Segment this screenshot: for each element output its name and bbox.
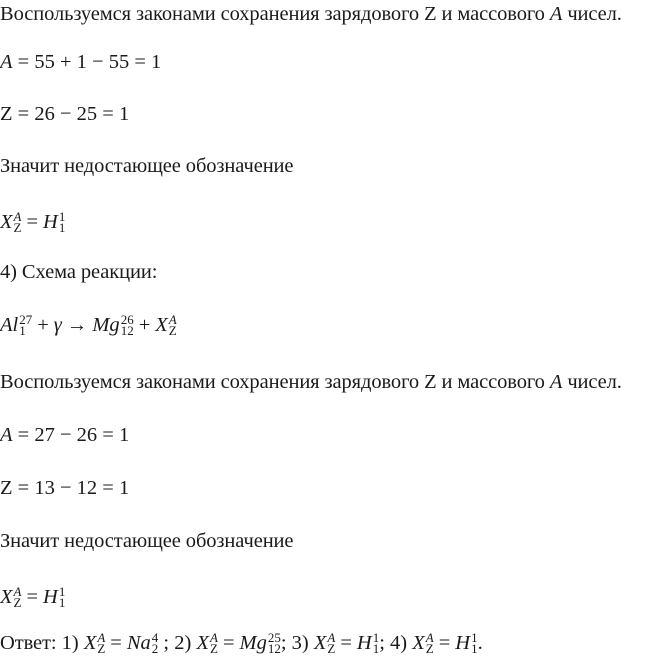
superscript: A <box>209 630 218 646</box>
reaction-scheme <box>0 313 177 337</box>
equals-sign: = <box>222 632 235 654</box>
item-number: 2) <box>174 632 192 654</box>
subscript: 12 <box>267 641 281 657</box>
superscript: A <box>425 630 434 646</box>
subscript: 1 <box>19 323 26 339</box>
answer-symbol: H <box>43 586 58 608</box>
unknown-indices <box>327 630 336 657</box>
equation-rhs: = 55 + 1 − 55 = 1 <box>17 51 162 73</box>
superscript: 1 <box>58 584 66 600</box>
text-fragment: Воспользуемся законами сохранения зарядового <box>0 371 425 393</box>
charge-number-equation-1 <box>0 102 129 126</box>
equals-sign: = <box>340 632 352 654</box>
equals-sign: = <box>110 632 122 654</box>
equals-sign: = <box>26 211 39 233</box>
unknown-indices <box>97 630 106 657</box>
equation-lhs: Z <box>0 477 13 499</box>
unknown-symbol: X <box>313 632 327 654</box>
conservation-laws-text-2 <box>0 370 622 394</box>
item-number: 3) <box>291 632 309 654</box>
unknown-indices <box>168 312 177 339</box>
superscript: 4 <box>151 630 159 646</box>
subscript: 1 <box>58 595 66 611</box>
separator: ; <box>379 632 385 654</box>
unknown-symbol: X <box>412 632 425 654</box>
superscript: 26 <box>120 312 134 328</box>
plus-sign: + <box>138 314 151 336</box>
superscript: 1 <box>58 209 66 225</box>
equation-rhs: = 13 − 12 = 1 <box>17 477 130 499</box>
text-fragment: чисел. <box>562 3 622 25</box>
unknown-indices <box>425 630 434 657</box>
gamma-symbol: γ <box>53 314 62 336</box>
answer-indices <box>372 630 380 657</box>
subscript: Z <box>168 323 177 339</box>
equation-rhs: = 26 − 25 = 1 <box>17 103 130 125</box>
answer-indices <box>471 630 478 657</box>
reactant-indices <box>19 312 33 339</box>
unknown-symbol: X <box>196 632 209 654</box>
superscript: A <box>97 630 106 646</box>
superscript: A <box>327 630 336 646</box>
text-fragment: и массового <box>436 3 550 25</box>
charge-number-equation-2 <box>0 476 129 500</box>
text-fragment: и массового <box>436 371 550 393</box>
mass-number-symbol: A <box>549 371 563 393</box>
conclusion-text-2: Значит недостающее обозначение <box>0 530 294 552</box>
answer-symbol: H <box>43 211 58 233</box>
answer-item-4 <box>390 630 483 657</box>
separator: . <box>477 632 483 654</box>
superscript: 1 <box>471 630 478 646</box>
answer-symbol: H <box>455 632 471 654</box>
unknown-symbol: X <box>83 632 97 654</box>
answer-indices <box>151 630 159 657</box>
answer-indices <box>58 209 66 236</box>
superscript: 1 <box>372 630 380 646</box>
mass-number-symbol: A <box>549 3 563 25</box>
mass-number-equation-2 <box>0 423 129 447</box>
text-fragment: Воспользуемся законами сохранения зарядового <box>0 3 425 25</box>
answer-indices <box>267 630 281 657</box>
answer-indices <box>58 584 66 611</box>
final-answer <box>0 631 483 655</box>
answer-symbol: Na <box>126 632 151 654</box>
separator: ; <box>158 632 170 654</box>
answer-symbol: Mg <box>239 632 267 654</box>
text-fragment: чисел. <box>562 371 622 393</box>
reactant-symbol: Al <box>0 314 19 336</box>
equals-sign: = <box>438 632 451 654</box>
unknown-symbol: X <box>155 314 168 336</box>
answer-item-2 <box>174 630 287 657</box>
equals-sign: = <box>26 586 39 608</box>
conclusion-text-1: Значит недостающее обозначение <box>0 155 294 177</box>
unknown-indices <box>13 209 22 236</box>
subscript: Z <box>13 220 22 236</box>
item-number: 4) <box>390 632 408 654</box>
subscript: 1 <box>372 641 380 657</box>
section-4-heading: 4) Схема реакции: <box>0 261 158 283</box>
subscript: 2 <box>151 641 159 657</box>
equation-lhs: A <box>0 51 13 73</box>
subscript: 1 <box>58 220 66 236</box>
unknown-symbol: X <box>0 211 13 233</box>
subscript: Z <box>13 595 22 611</box>
superscript: A <box>168 312 177 328</box>
subscript: Z <box>327 641 336 657</box>
subscript: 1 <box>471 641 478 657</box>
subscript: Z <box>97 641 106 657</box>
unknown-indices <box>209 630 218 657</box>
superscript: A <box>13 209 22 225</box>
superscript: 27 <box>19 312 33 328</box>
charge-number-symbol: Z <box>424 371 437 393</box>
result-notation-2 <box>0 585 65 609</box>
answer-item-1 <box>61 630 170 657</box>
subscript: Z <box>209 641 218 657</box>
mass-number-equation-1 <box>0 50 161 74</box>
equation-rhs: = 27 − 26 = 1 <box>17 424 130 446</box>
superscript: A <box>13 584 22 600</box>
conservation-laws-text-1 <box>0 2 622 26</box>
answer-item-3 <box>291 630 385 657</box>
answer-symbol: H <box>356 632 372 654</box>
result-notation-1 <box>0 210 65 234</box>
separator: ; <box>280 632 287 654</box>
equation-lhs: Z <box>0 103 13 125</box>
plus-sign: + <box>37 314 49 336</box>
item-number: 1) <box>61 632 79 654</box>
equation-lhs: A <box>0 424 13 446</box>
answer-label: Ответ: <box>0 632 57 654</box>
unknown-symbol: X <box>0 586 13 608</box>
product-indices <box>120 312 134 339</box>
charge-number-symbol: Z <box>424 3 437 25</box>
product-symbol: Mg <box>92 314 120 336</box>
subscript: Z <box>425 641 434 657</box>
subscript: 12 <box>120 323 134 339</box>
unknown-indices <box>13 584 22 611</box>
reaction-arrow-icon: → <box>66 314 88 336</box>
superscript: 25 <box>267 630 281 646</box>
